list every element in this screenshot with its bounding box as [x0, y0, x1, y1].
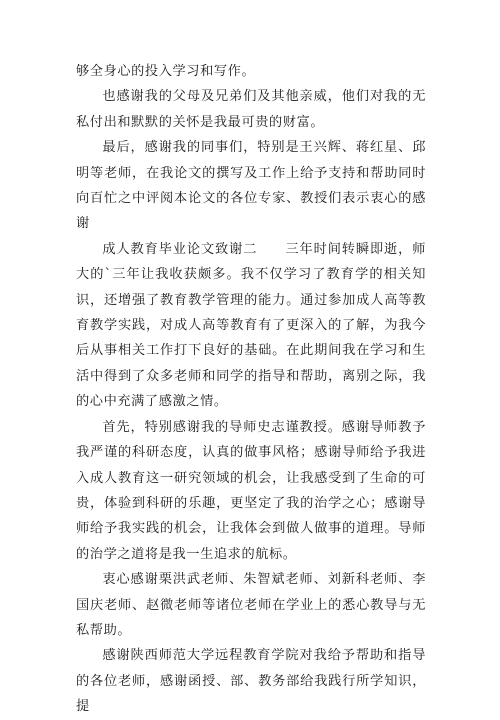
paragraph-thanks-parents: 也感谢我的父母及兄弟们及其他亲威，他们对我的无私付出和默默的关怀是我最可贵的财富。 — [76, 89, 426, 130]
paragraph-thanks-college: 感谢陕西师范大学远程教育学院对我给予帮助和指导的各位老师，感谢函授、部、教务部给我践行所学知识，提 — [76, 648, 426, 715]
paragraph-continuation: 够全身心的投入学习和写作。 — [76, 64, 256, 79]
paragraph-thanks-advisor: 首先，特别感谢我的导师史志谨教授。感谢导师教予我严谨的科研态度，认真的做事风格；感谢导师给予我进入成人教育这一研究领域的机会，让我感受到了生命的可贵，体验到科研的乐趣，更坚定了我的治学之心；感谢导师给予我实践的机会，让我体会到做人做事的道理。导师的治学之道将是我一生追求的航标。 — [76, 419, 426, 562]
body-text — [76, 59, 426, 720]
paragraph-acknowledgement-two: 成人教育毕业论文致谢二 三年时间转瞬即逝，师大的`三年让我收获颇多。我不仅学习了教育学的相关知识，还增强了教育教学管理的能力。通过参加成人高等教育教学实践，对成人高等教育有了更深入的了解，为我今后从事相关工作打下良好的基础。在此期间我在学习和生活中得到了众多老师和同学的指导和帮助，离别之际，我的心中充满了感激之情。 — [76, 241, 426, 410]
paragraph-thanks-colleagues: 最后，感谢我的同事们，特别是王兴辉、蒋红星、邱明等老师，在我论文的撰写及工作上给予支持和帮助同时向百忙之中评阅本论文的各位专家、教授们表示衷心的感谢 — [76, 140, 426, 232]
paragraph-thanks-teachers: 衷心感谢栗洪武老师、朱智斌老师、刘新科老师、李国庆老师、赵微老师等诸位老师在学业上的悉心教导与无私帮助。 — [76, 572, 426, 638]
